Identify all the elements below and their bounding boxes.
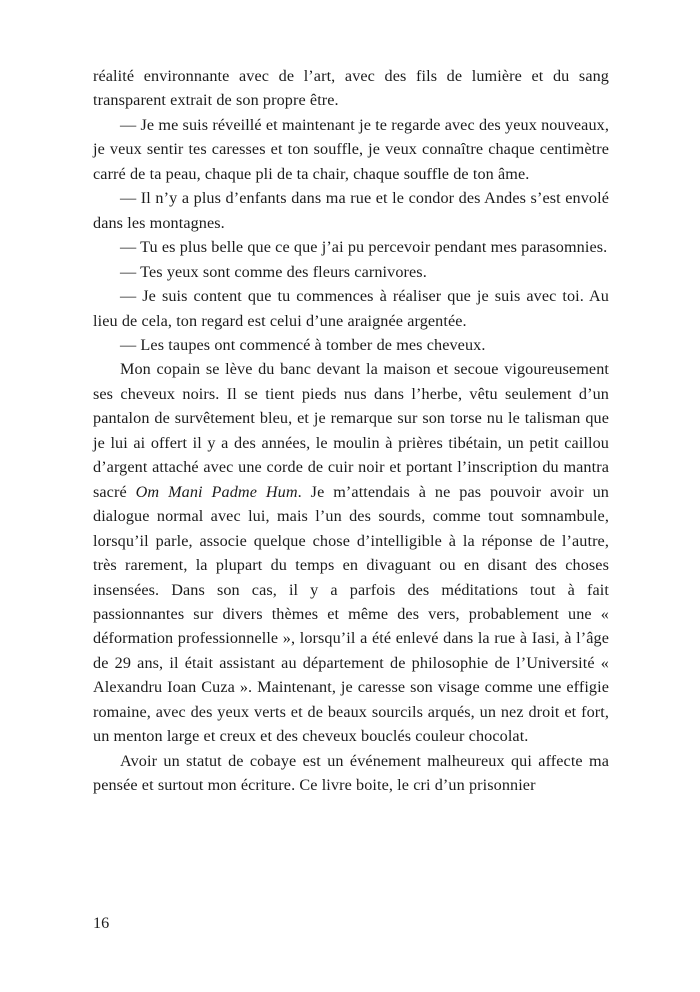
paragraph-narrative-2	[93, 749, 609, 798]
paragraph-text: — Les taupes ont commencé à tomber de mes cheveux.	[120, 335, 486, 354]
dialogue-line-4	[93, 260, 609, 284]
paragraph-text: — Il n’y a plus d’enfants dans ma rue et le condor des Andes s’est envolé dans les montagnes.	[93, 189, 609, 232]
paragraph-text: — Tes yeux sont comme des fleurs carnivores.	[120, 262, 427, 281]
paragraph-continuation	[93, 64, 609, 113]
paragraph-narrative-1	[93, 357, 609, 748]
page-number: 16	[93, 914, 110, 932]
paragraph-text: Avoir un statut de cobaye est un événement malheureux qui affecte ma pensée et surtout mon écriture. Ce livre boite, le cri d’un prisonnier	[93, 751, 609, 795]
paragraph-text: — Je me suis réveillé et maintenant je te regarde avec des yeux nouveaux, je veux sentir tes caresses et ton souffle, je veux connaître chaque centimètre carré de ta peau, chaque pli de ta chair, chaque souffle de ton âme.	[93, 115, 609, 183]
dialogue-line-2	[93, 186, 609, 235]
paragraph-text: — Je suis content que tu commences à réaliser que je suis avec toi. Au lieu de cela, ton regard est celui d’une araignée argentée.	[93, 287, 609, 330]
dialogue-line-6	[93, 333, 609, 357]
text-block	[93, 64, 609, 798]
dialogue-line-1	[93, 113, 609, 186]
paragraph-text: Mon copain se lève du banc devant la maison et secoue vigoureusement ses cheveux noirs. Il se tient pieds nus dans l’herbe, vêtu seulement d’un pantalon de survêtement bleu, et je remarque sur son torse nu le talisman que je lui ai offert il y a des années, le moulin à prières tibétain, un petit caillou d’argent attaché avec une corde de cuir noir et portant l’inscription du mantra sacré	[93, 360, 609, 501]
paragraph-text: — Tu es plus belle que ce que j’ai pu percevoir pendant mes parasomnies.	[120, 238, 608, 257]
paragraph-text: réalité environnante avec de l’art, avec des fils de lumière et du sang transparent extrait de son propre être.	[93, 67, 609, 110]
dialogue-line-3	[93, 235, 609, 259]
paragraph-text: . Je m’attendais à ne pas pouvoir avoir un dialogue normal avec lui, mais l’un des sourds, comme tout somnambule, lorsqu’il parle, associe quelque chose d’intelligible à la réponse de l’autre, très rarement, la plupart du temps en divaguant ou en disant des choses insensées. Dans son cas, il y a parfois des méditations tout à fait passionnantes sur divers thèmes et même des vers, probablement une « déformation professionnelle », lorsqu’il a été enlevé dans la rue à Iasi, à l’âge de 29 ans, il était assistant au département de philosophie de l’Université « Alexandru Ioan Cuza ». Maintenant, je caresse son visage comme une effigie romaine, avec des yeux verts et de beaux sourcils arqués, un nez droit et fort, un menton large et creux et des cheveux bouclés couleur chocolat.	[93, 482, 609, 746]
italic-mantra-text: Om Mani Padme Hum	[135, 482, 298, 501]
dialogue-line-5	[93, 284, 609, 333]
